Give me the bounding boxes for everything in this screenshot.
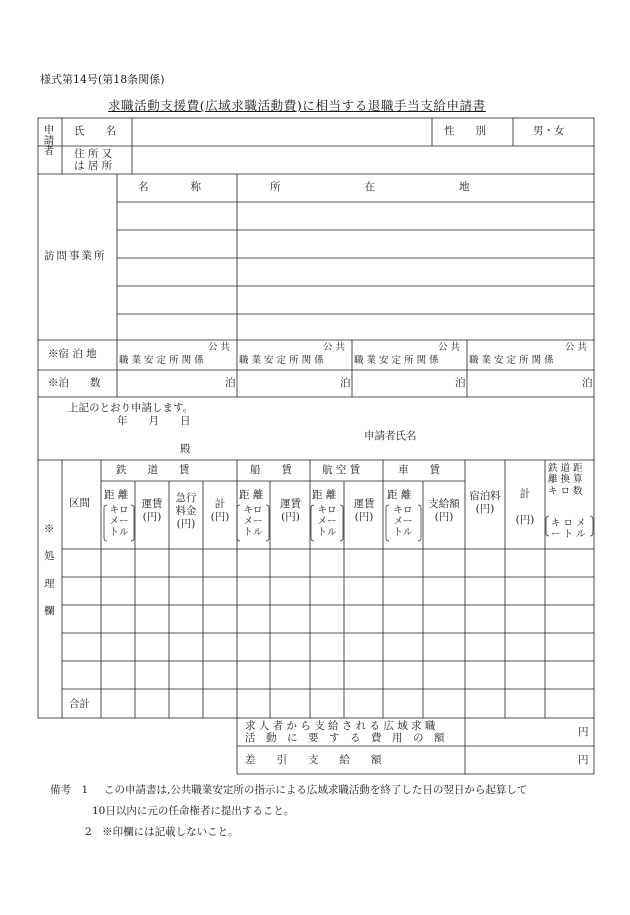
note-1-line1: この申請書は,公共職業安定所の指示による広域求職活動を終了した日の翌日から起算して [104,784,528,796]
office-top-1: 公 共 [208,342,231,353]
office-bottom-2: 職 業 安 定 所 関 係 [239,355,324,366]
visit-col-name: 名 称 [138,181,201,193]
ship-fare: 運賃 (円) [280,498,301,524]
gender-label: 性 別 [444,125,486,137]
applicant-side-label: 申請者 [42,124,55,156]
office-top-2: 公 共 [323,342,346,353]
office-top-4: 公 共 [565,342,588,353]
page-title: 求職活動支援費(広域求職活動費)に相当する退職手当支給申請書 [108,98,486,113]
air-header: 航 空 賃 [322,464,361,476]
lodging-fee-col: 宿泊料 (円) [469,490,501,516]
car-dist: 距 離 [387,489,412,501]
nights-label: ※泊 数 [48,377,101,389]
diff-pay-label: 差 引 支 給 額 [245,754,382,766]
office-bottom-1: 職 業 安 定 所 関 係 [119,355,204,366]
visit-label: 訪問事業所 [44,250,107,262]
declaration-text: 上記のとおり申請します。 [68,402,194,414]
declaration-date: 年 月 日 [117,415,191,427]
rail-header: 鉄 道 賃 [116,464,190,476]
addressee: 殿 [180,443,191,455]
rail-dist: 距 離 [104,489,129,501]
gender-field[interactable]: 男・女 [533,125,565,137]
night-unit-2: 泊 [340,377,351,389]
air-fare: 運賃 (円) [353,498,375,524]
total-col: 計 (円) [515,488,535,527]
wide-cost-label-line2: 活 動 に 要 す る 費 用 の 額 [245,732,445,744]
rail-fare: 運賃 (円) [141,498,163,524]
wide-cost-yen: 円 [578,726,589,738]
conversion-unit: キ ロ メ ー ト ル [551,518,586,541]
note-1-line2: 10日以内に元の任命権者に提出すること。 [92,805,295,817]
air-km: キロ メー トル [317,505,337,538]
applicant-name-label: 申請者氏名 [364,430,417,442]
rail-express: 急行 料金 (円) [175,492,197,531]
address-field[interactable] [140,153,580,169]
lodging-place-label: ※宿 泊 地 [48,348,97,360]
processing-side-label: ※処理欄 [44,523,55,617]
rail-subtotal: 計 (円) [210,498,230,524]
note-2: 2 ※印欄には記載しないこと。 [85,826,239,838]
night-unit-4: 泊 [582,377,593,389]
ship-km: キロ メー トル [243,505,263,538]
section-col: 区間 [69,497,90,509]
address-label-line2: は 居 所 [74,160,113,172]
wide-cost-label-line1: 求 人 者 か ら 支 給 さ れ る 広 域 求 職 [245,720,436,732]
office-top-3: 公 共 [438,342,461,353]
sum-row-label: 合計 [69,698,90,710]
address-label-line1: 住 所 又 [74,148,113,160]
ship-dist: 距 離 [239,489,264,501]
rail-km: キロ メー トル [109,505,129,538]
night-unit-1: 泊 [225,377,236,389]
name-label: 氏 名 [74,125,116,137]
visit-col-location: 所 在 地 [270,181,470,193]
car-km: キロ メー トル [393,505,413,538]
notes-head: 備考 1 [50,784,89,796]
night-unit-3: 泊 [455,377,466,389]
air-dist: 距 離 [312,489,337,501]
diff-pay-yen: 円 [578,754,589,766]
form-number: 様式第14号(第18条関係) [40,73,165,86]
office-bottom-4: 職 業 安 定 所 関 係 [469,355,554,366]
car-pay-amount: 支給額 (円) [428,498,460,524]
ship-header: 船 賃 [250,464,292,476]
car-header: 車 賃 [398,464,440,476]
conversion-col: 鉄 道 距 離 換 算 キ ロ 数 [548,463,583,497]
office-bottom-3: 職 業 安 定 所 関 係 [354,355,439,366]
